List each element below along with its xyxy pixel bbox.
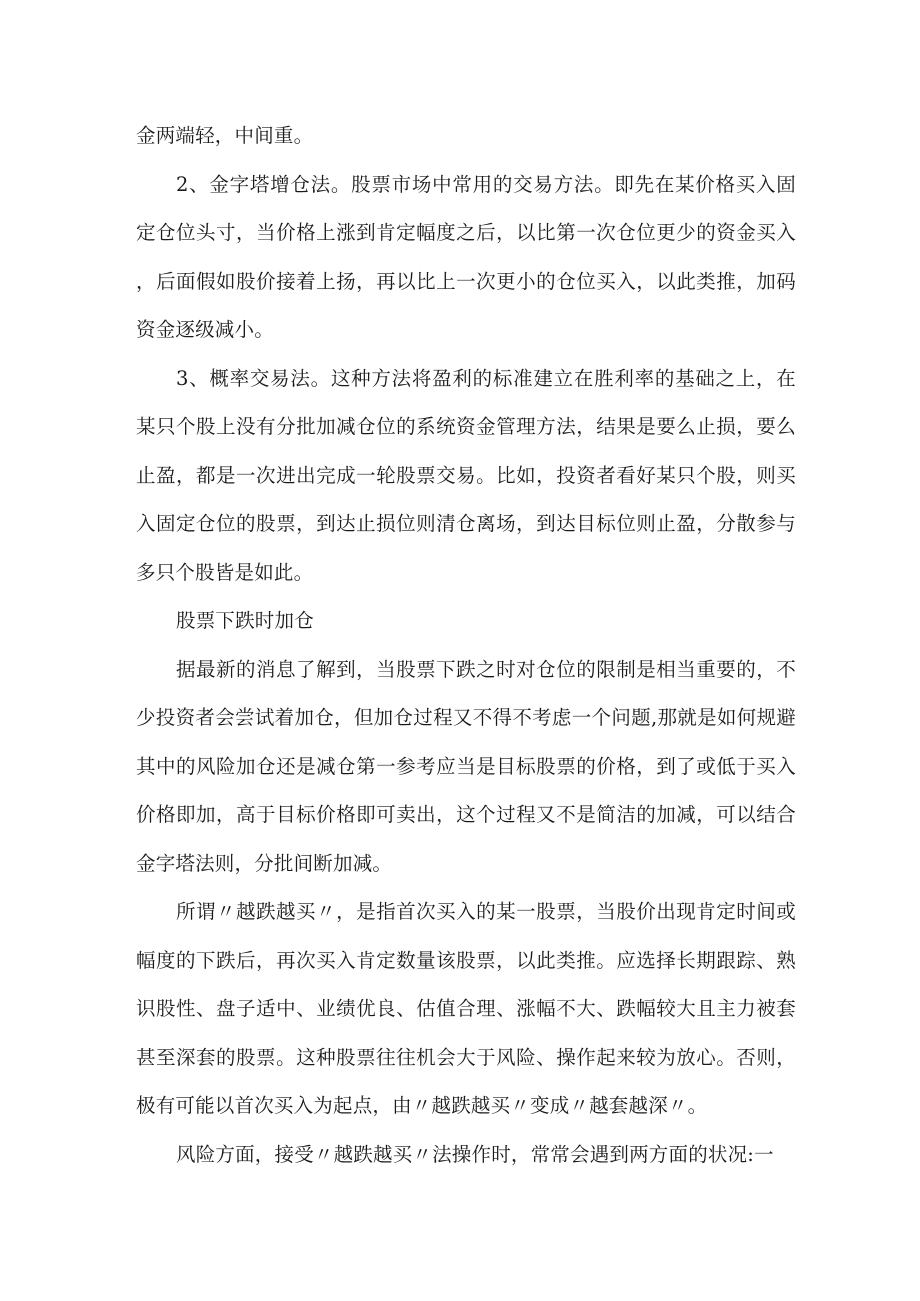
document-body [136, 112, 796, 1179]
paragraph-risk: 风险方面，接受〃越跌越买〃法操作时，常常会遇到两方面的状况:一 [176, 1142, 774, 1166]
paragraph-buy-on-dip: 所谓〃越跌越买〃，是指首次买入的某一股票，当股价出现肯定时间或幅度的下跌后，再次买入肯定数量该股票，以此类推。应选择长期跟踪、熟识股性、盘子适中、业绩优良、估值合理、涨幅不大、跌幅较大且主力被套甚至深套的股票。这种股票往往机会大于风险、操作起来较为放心。否则，极有可能以首次买入为起点，由〃越跌越买〃变成〃越套越深〃。 [136, 900, 796, 1117]
paragraph-probability-method: 3、概率交易法。这种方法将盈利的标准建立在胜利率的基础之上，在某只个股上没有分批加减仓位的系统资金管理方法，结果是要么止损，要么止盈，都是一次进出完成一轮股票交易。比如，投资者看好某只个股，则买入固定仓位的股票，到达止损位则清仓离场，到达目标位则止盈，分散参与多只个股皆是如此。 [136, 366, 796, 584]
paragraph-latest-news: 据最新的消息了解到，当股票下跌之时对仓位的限制是相当重要的，不少投资者会尝试着加仓，但加仓过程又不得不考虑一个问题,那就是如何规避其中的风险加仓还是减仓第一参考应当是目标股票的价格，到了或低于买入价格即加，高于目标价格即可卖出，这个过程又不是简洁的加减，可以结合金字塔法则，分批间断加减。 [136, 657, 796, 875]
paragraph-pyramid-method: 2、金字塔增仓法。股票市场中常用的交易方法。即先在某价格买入固定仓位头寸，当价格上涨到肯定幅度之后，以比第一次仓位更少的资金买入，后面假如股价接着上扬，再以比上一次更小的仓位买入，以此类推，加码资金逐级减小。 [136, 172, 796, 341]
section-heading-add-position: 股票下跌时加仓 [176, 609, 314, 632]
paragraph-continuation: 金两端轻，中间重。 [136, 124, 314, 147]
